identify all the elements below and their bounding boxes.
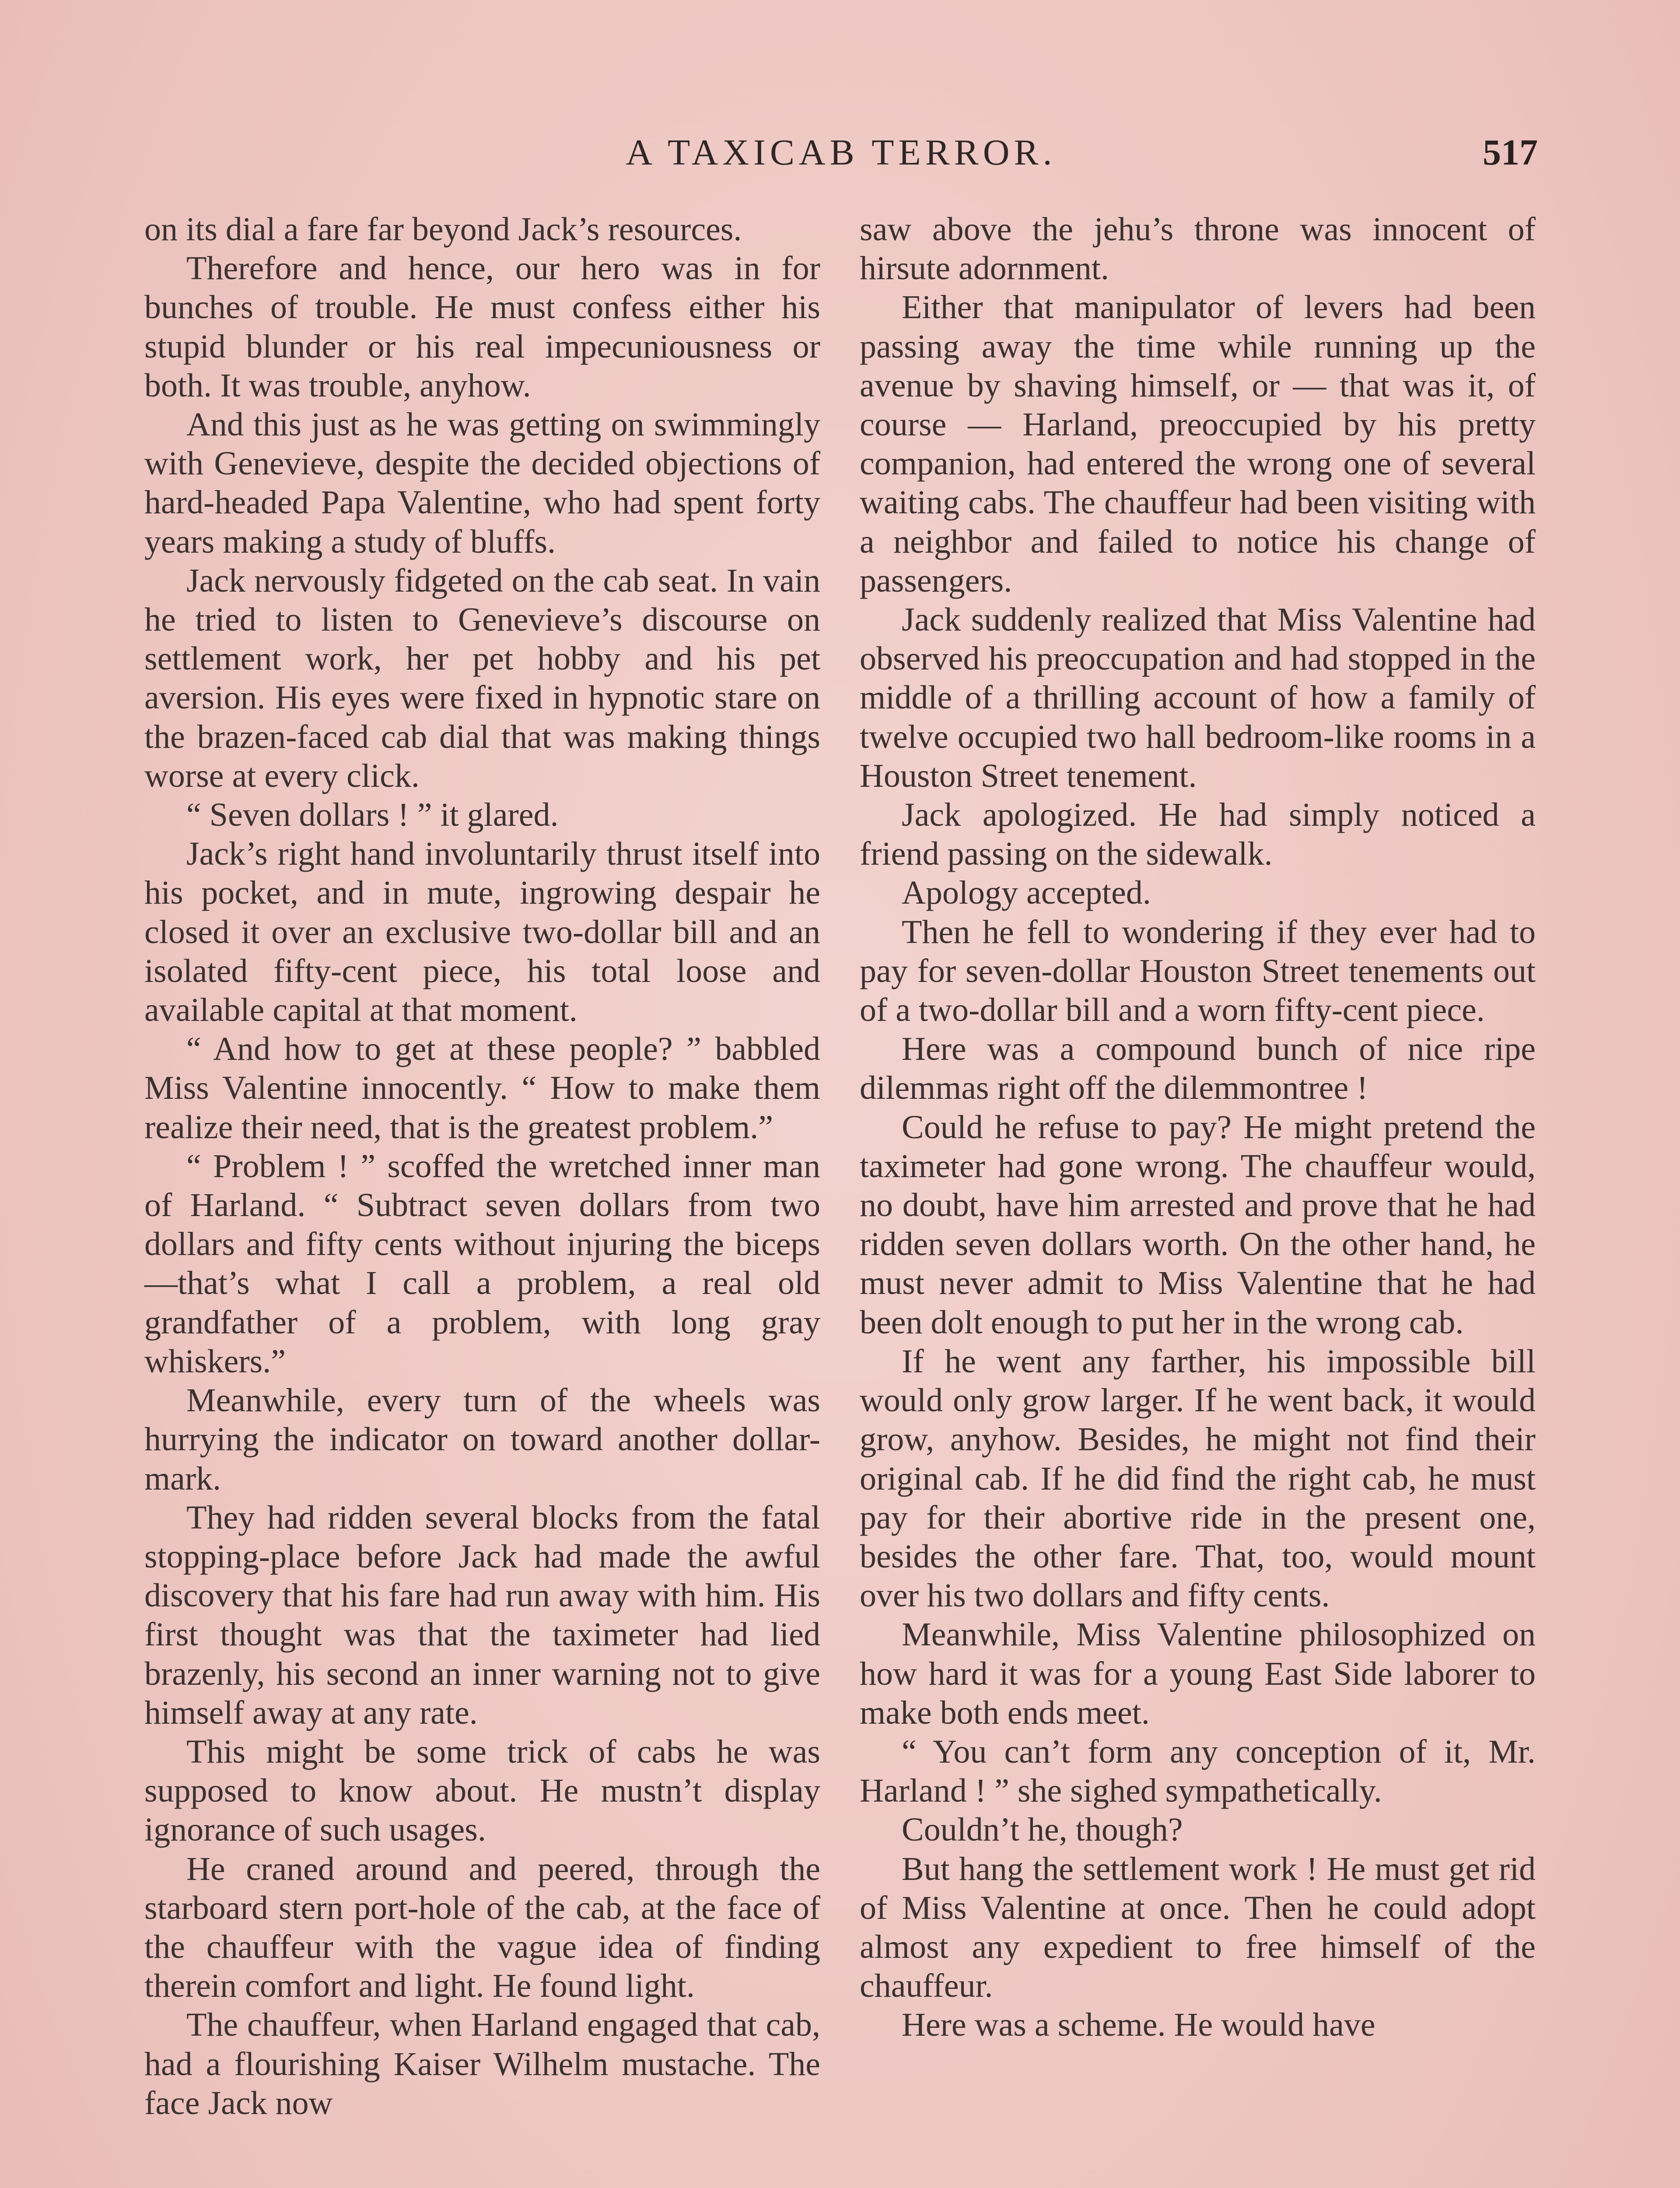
left-text-column	[144, 210, 820, 2188]
paragraph: Jack apologized. He had simply noticed a friend passing on the sidewalk.	[860, 796, 1536, 873]
paragraph: Could he refuse to pay? He might pretend the taximeter had gone wrong. The chauffeur would, no doubt, have him arrested and prove that he had ridden seven dollars worth. On the other hand, he must never admit to Miss Valentine that he had been dolt enough to put her in the wrong cab.	[860, 1108, 1536, 1341]
paragraph: The chauffeur, when Harland engaged that cab, had a flourishing Kaiser Wilhelm mustache. The face Jack now	[144, 2006, 820, 2121]
paragraph: “ Problem ! ” scoffed the wretched inner man of Harland. “ Subtract seven dollars from two dollars and fifty cents without injuring the biceps—that’s what I call a problem, a real old grandfather of a problem, with long gray whiskers.”	[144, 1147, 820, 1380]
paragraph: If he went any farther, his impossible bill would only grow larger. If he went back, it would grow, anyhow. Besides, he might not find their original cab. If he did find the right cab, he must pay for their abortive ride in the present one, besides the other fare. That, too, would mount over his two dollars and fifty cents.	[860, 1343, 1536, 1614]
paragraph: Jack suddenly realized that Miss Valentine had observed his preoccupation and had stopped in the middle of a thrilling account of how a family of twelve occupied two hall bedroom-like rooms in a Houston Street tenement.	[860, 601, 1536, 794]
paragraph: Meanwhile, Miss Valentine philosophized on how hard it was for a young East Side laborer to make both ends meet.	[860, 1616, 1536, 1731]
paragraph: Then he fell to wondering if they ever had to pay for seven-dollar Houston Street tenements out of a two-dollar bill and a worn fifty-cent piece.	[860, 913, 1536, 1029]
paragraph: Apology accepted.	[902, 874, 1151, 912]
paragraph: “ And how to get at these people? ” babbled Miss Valentine innocently. “ How to make them realize their need, that is the greatest problem.”	[144, 1031, 820, 1146]
paragraph: He craned around and peered, through the starboard stern port-hole of the cab, at the face of the chauffeur with the vague idea of finding therein comfort and light. He found light.	[144, 1850, 820, 2005]
paragraph: Meanwhile, every turn of the wheels was hurrying the indicator on toward another dollar-mark.	[144, 1382, 820, 1497]
paragraph: They had ridden several blocks from the fatal stopping-place before Jack had made the awful discovery that his fare had run away with him. His first thought was that the taximeter had lied brazenly, his second an inner warning not to give himself away at any rate.	[144, 1499, 820, 1731]
paragraph: Jack nervously fidgeted on the cab seat. In vain he tried to listen to Genevieve’s discourse on settlement work, her pet hobby and his pet aversion. His eyes were fixed in hypnotic stare on the brazen-faced cab dial that was making things worse at every click.	[144, 562, 820, 794]
paragraph: This might be some trick of cabs he was supposed to know about. He mustn’t display ignorance of such usages.	[144, 1733, 820, 1848]
paragraph: saw above the jehu’s throne was innocent of hirsute adornment.	[860, 211, 1536, 287]
running-title: A TAXICAB TERROR.	[626, 132, 1057, 173]
paragraph: Here was a scheme. He would have	[902, 2006, 1376, 2044]
paragraph: But hang the settlement work ! He must get rid of Miss Valentine at once. Then he could adopt almost any expedient to free himself of the chauffeur.	[860, 1850, 1536, 2005]
page-header	[144, 131, 1538, 184]
paragraph: Couldn’t he, though?	[902, 1811, 1183, 1848]
paragraph: And this just as he was getting on swimmingly with Genevieve, despite the decided objections of hard-headed Papa Valentine, who had spent forty years making a study of bluffs.	[144, 406, 820, 560]
paragraph: Either that manipulator of levers had been passing away the time while running up the avenue by shaving himself, or — that was it, of course — Harland, preoccupied by his pretty companion, had entered the wrong one of several waiting cabs. The chauffeur had been visiting with a neighbor and failed to notice his change of passengers.	[860, 289, 1536, 599]
page-number: 517	[1483, 132, 1538, 173]
paragraph: on its dial a fare far beyond Jack’s resources.	[144, 211, 742, 248]
right-text-column	[860, 210, 1536, 2188]
paragraph: “ You can’t form any conception of it, Mr. Harland ! ” she sighed sympathetically.	[860, 1733, 1536, 1809]
paragraph: Therefore and hence, our hero was in for bunches of trouble. He must confess either his stupid blunder or his real impecuniousness or both. It was trouble, anyhow.	[144, 250, 820, 404]
paragraph: Here was a compound bunch of nice ripe dilemmas right off the dilemmontree !	[860, 1031, 1536, 1107]
paragraph: “ Seven dollars ! ” it glared.	[186, 796, 559, 834]
paragraph: Jack’s right hand involuntarily thrust itself into his pocket, and in mute, ingrowing despair he closed it over an exclusive two-dollar bill and an isolated fifty-cent piece, his total loose and available capital at that moment.	[144, 835, 820, 1029]
